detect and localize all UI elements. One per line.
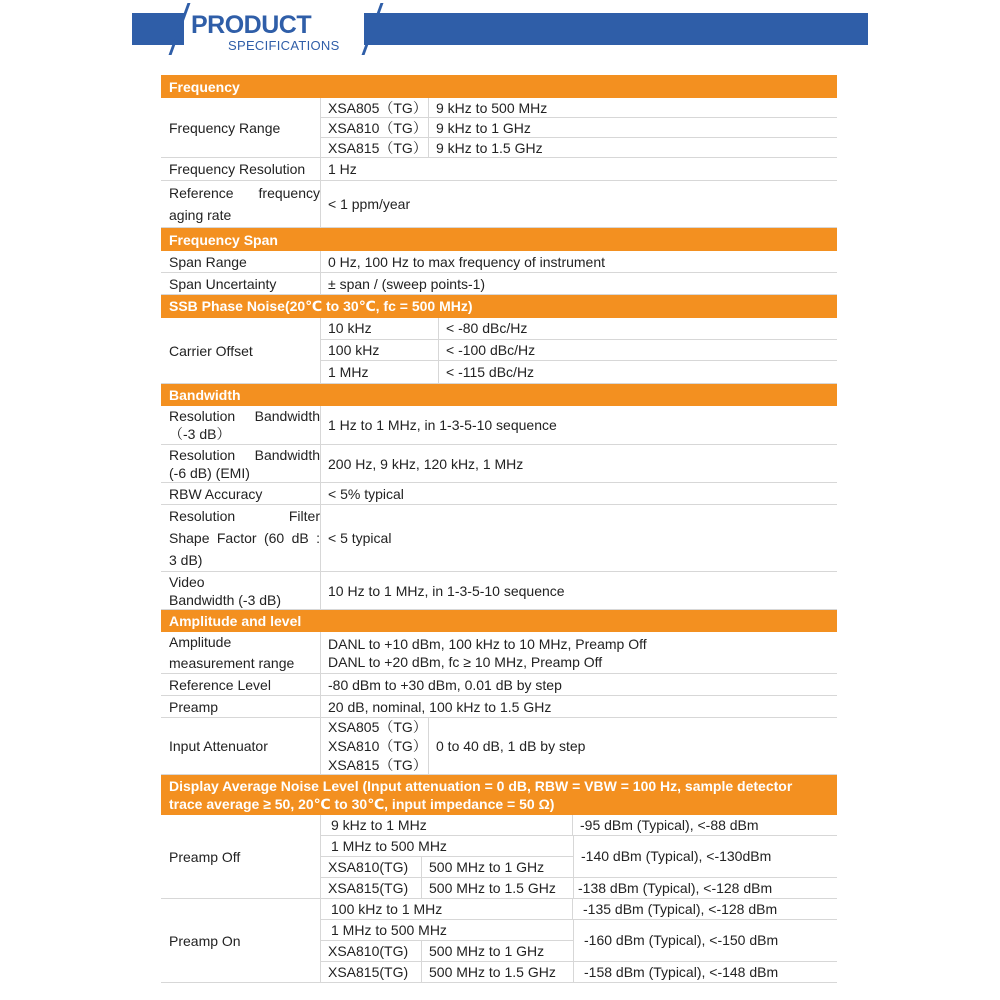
danl-row: [321, 899, 837, 920]
label-rbw-accuracy: RBW Accuracy: [161, 483, 321, 504]
phase-row: [321, 318, 837, 340]
section-danl: [161, 775, 837, 815]
row-amplitude-range: [161, 632, 837, 674]
range-cell: 1 MHz to 500 MHz: [321, 836, 573, 857]
label-rbw-6db: [161, 445, 321, 482]
value-cell: -140 dBm (Typical), <-130dBm: [581, 848, 772, 865]
label-vbw: [161, 572, 321, 609]
model-cell: XSA815(TG): [321, 962, 422, 982]
section-bandwidth: Bandwidth: [161, 384, 837, 406]
value-cell: < -115 dBc/Hz: [446, 364, 535, 381]
label-rbw-3db: [161, 406, 321, 444]
row-carrier-offset: [161, 318, 837, 384]
row-vbw: [161, 572, 837, 610]
value-aging-rate: < 1 ppm/year: [328, 196, 411, 212]
value-rbw-accuracy: < 5% typical: [328, 485, 404, 502]
label-line: Bandwidth (-3 dB): [169, 591, 282, 608]
label-line: 3 dB): [169, 552, 203, 568]
label-line: measurement range: [169, 654, 295, 671]
value-shape-factor: < 5 typical: [328, 530, 392, 546]
model-line: XSA810（TG）: [328, 737, 427, 754]
label-input-attenuator: Input Attenuator: [161, 718, 321, 774]
attenuator-models: [321, 718, 429, 774]
row-reference-level: [161, 674, 837, 696]
section-frequency-span: Frequency Span: [161, 228, 837, 251]
header-bar-right: [364, 13, 868, 45]
label-line: Video: [169, 573, 205, 590]
value-rbw-3db: 1 Hz to 1 MHz, in 1-3-5-10 sequence: [328, 417, 557, 433]
section-line: trace average ≥ 50, 20℃ to 30℃, input impedance = 50 Ω): [169, 796, 555, 812]
phase-row: [321, 361, 837, 383]
label-span-range: Span Range: [161, 251, 321, 272]
range-cell: 500 MHz to 1.5 GHz: [422, 878, 574, 898]
range-cell: 100 kHz to 1 MHz: [321, 899, 573, 919]
label-line: Shape Factor (60 dB :: [169, 530, 320, 546]
value-amplitude-range: [321, 632, 837, 673]
section-line: Display Average Noise Level (Input attenuation = 0 dB, RBW = VBW = 100 Hz, sample detector: [169, 778, 793, 794]
label-line: （-3 dB）: [169, 426, 231, 442]
label-frequency-range: Frequency Range: [161, 98, 321, 157]
model-line: XSA805（TG）: [328, 718, 427, 735]
offset-cell: 1 MHz: [321, 361, 439, 383]
page-subtitle: SPECIFICATIONS: [228, 38, 340, 53]
model-cell: XSA810(TG): [321, 857, 422, 877]
value-line: DANL to +10 dBm, 100 kHz to 10 MHz, Preamp Off: [328, 635, 647, 652]
page-title: PRODUCT: [191, 11, 312, 39]
label-preamp: Preamp: [161, 696, 321, 717]
value-cell: -138 dBm (Typical), <-128 dBm: [578, 879, 773, 896]
danl-row: [321, 878, 837, 898]
row-input-attenuator: [161, 718, 837, 775]
label-aging-rate: [161, 181, 321, 227]
row-rbw-6db: [161, 445, 837, 483]
value-rbw-6db: 200 Hz, 9 kHz, 120 kHz, 1 MHz: [328, 455, 524, 472]
model-cell: XSA810(TG): [321, 941, 422, 961]
offset-cell: 10 kHz: [321, 318, 439, 339]
row-aging-rate: [161, 181, 837, 228]
label-line: (-6 dB) (EMI): [169, 464, 250, 481]
value-span-range: 0 Hz, 100 Hz to max frequency of instrument: [328, 253, 606, 270]
label-frequency-resolution: Frequency Resolution: [161, 158, 321, 180]
freq-range-row: [321, 118, 837, 138]
value-cell: -135 dBm (Typical), <-128 dBm: [583, 900, 778, 917]
label-line: Amplitude: [169, 633, 232, 650]
freq-range-row: [321, 138, 837, 158]
value-cell: 9 kHz to 1.5 GHz: [436, 140, 543, 156]
danl-row: [321, 815, 837, 836]
value-input-attenuator: 0 to 40 dB, 1 dB by step: [436, 738, 586, 754]
value-cell: -95 dBm (Typical), <-88 dBm: [580, 816, 759, 833]
offset-cell: 100 kHz: [321, 340, 439, 361]
section-frequency: Frequency: [161, 75, 837, 98]
row-preamp-off: [161, 815, 837, 899]
value-cell: -160 dBm (Typical), <-150 dBm: [584, 932, 779, 949]
label-reference-level: Reference Level: [161, 674, 321, 695]
label-line: Resolution Bandwidth: [169, 408, 320, 424]
value-vbw: 10 Hz to 1 MHz, in 1-3-5-10 sequence: [328, 582, 565, 599]
row-frequency-range: [161, 98, 837, 158]
range-cell: 500 MHz to 1 GHz: [429, 858, 545, 875]
row-shape-factor: [161, 505, 837, 572]
row-preamp: [161, 696, 837, 718]
danl-row: [321, 857, 573, 877]
model-cell: XSA805（TG）: [321, 98, 429, 117]
model-line: XSA815（TG）: [328, 756, 427, 773]
row-rbw-3db: [161, 406, 837, 445]
row-rbw-accuracy: [161, 483, 837, 505]
row-span-range: [161, 251, 837, 273]
label-shape-factor: [161, 505, 321, 571]
phase-row: [321, 340, 837, 362]
value-preamp: 20 dB, nominal, 100 kHz to 1.5 GHz: [328, 698, 552, 715]
label-span-uncertainty: Span Uncertainty: [161, 273, 321, 294]
label-line: Resolution Bandwidth: [169, 446, 320, 463]
section-phase-noise: SSB Phase Noise(20℃ to 30℃, fc = 500 MHz): [161, 295, 837, 318]
row-frequency-resolution: [161, 158, 837, 181]
value-cell: < -100 dBc/Hz: [446, 342, 536, 358]
spec-table: [161, 75, 837, 983]
model-cell: XSA815（TG）: [321, 138, 429, 158]
value-line: DANL to +20 dBm, fc ≥ 10 MHz, Preamp Off: [328, 653, 603, 670]
value-cell: -158 dBm (Typical), <-148 dBm: [584, 963, 779, 980]
range-cell: 1 MHz to 500 MHz: [321, 920, 573, 941]
model-cell: XSA815(TG): [321, 878, 422, 898]
row-span-uncertainty: [161, 273, 837, 295]
value-span-uncertainty: ± span / (sweep points-1): [328, 275, 486, 292]
row-preamp-on: [161, 899, 837, 983]
label-line: Reference frequency: [169, 185, 320, 201]
label-amplitude-range: [161, 632, 321, 673]
danl-row: [321, 941, 573, 961]
value-cell: 9 kHz to 500 MHz: [436, 99, 548, 116]
value-reference-level: -80 dBm to +30 dBm, 0.01 dB by step: [328, 676, 562, 693]
danl-row: [321, 962, 837, 982]
section-amplitude: Amplitude and level: [161, 610, 837, 632]
label-preamp-off: Preamp Off: [161, 815, 321, 898]
label-preamp-on: Preamp On: [161, 899, 321, 982]
label-carrier-offset: Carrier Offset: [161, 318, 321, 383]
range-cell: 500 MHz to 1 GHz: [429, 942, 545, 959]
range-cell: 500 MHz to 1.5 GHz: [422, 962, 574, 982]
range-cell: 9 kHz to 1 MHz: [321, 815, 573, 835]
model-cell: XSA810（TG）: [321, 118, 429, 137]
freq-range-row: [321, 98, 837, 118]
value-cell: < -80 dBc/Hz: [446, 320, 528, 337]
value-frequency-resolution: 1 Hz: [328, 161, 357, 177]
label-line: Resolution Filter: [169, 508, 320, 524]
value-cell: 9 kHz to 1 GHz: [436, 119, 531, 136]
label-line: aging rate: [169, 207, 232, 223]
